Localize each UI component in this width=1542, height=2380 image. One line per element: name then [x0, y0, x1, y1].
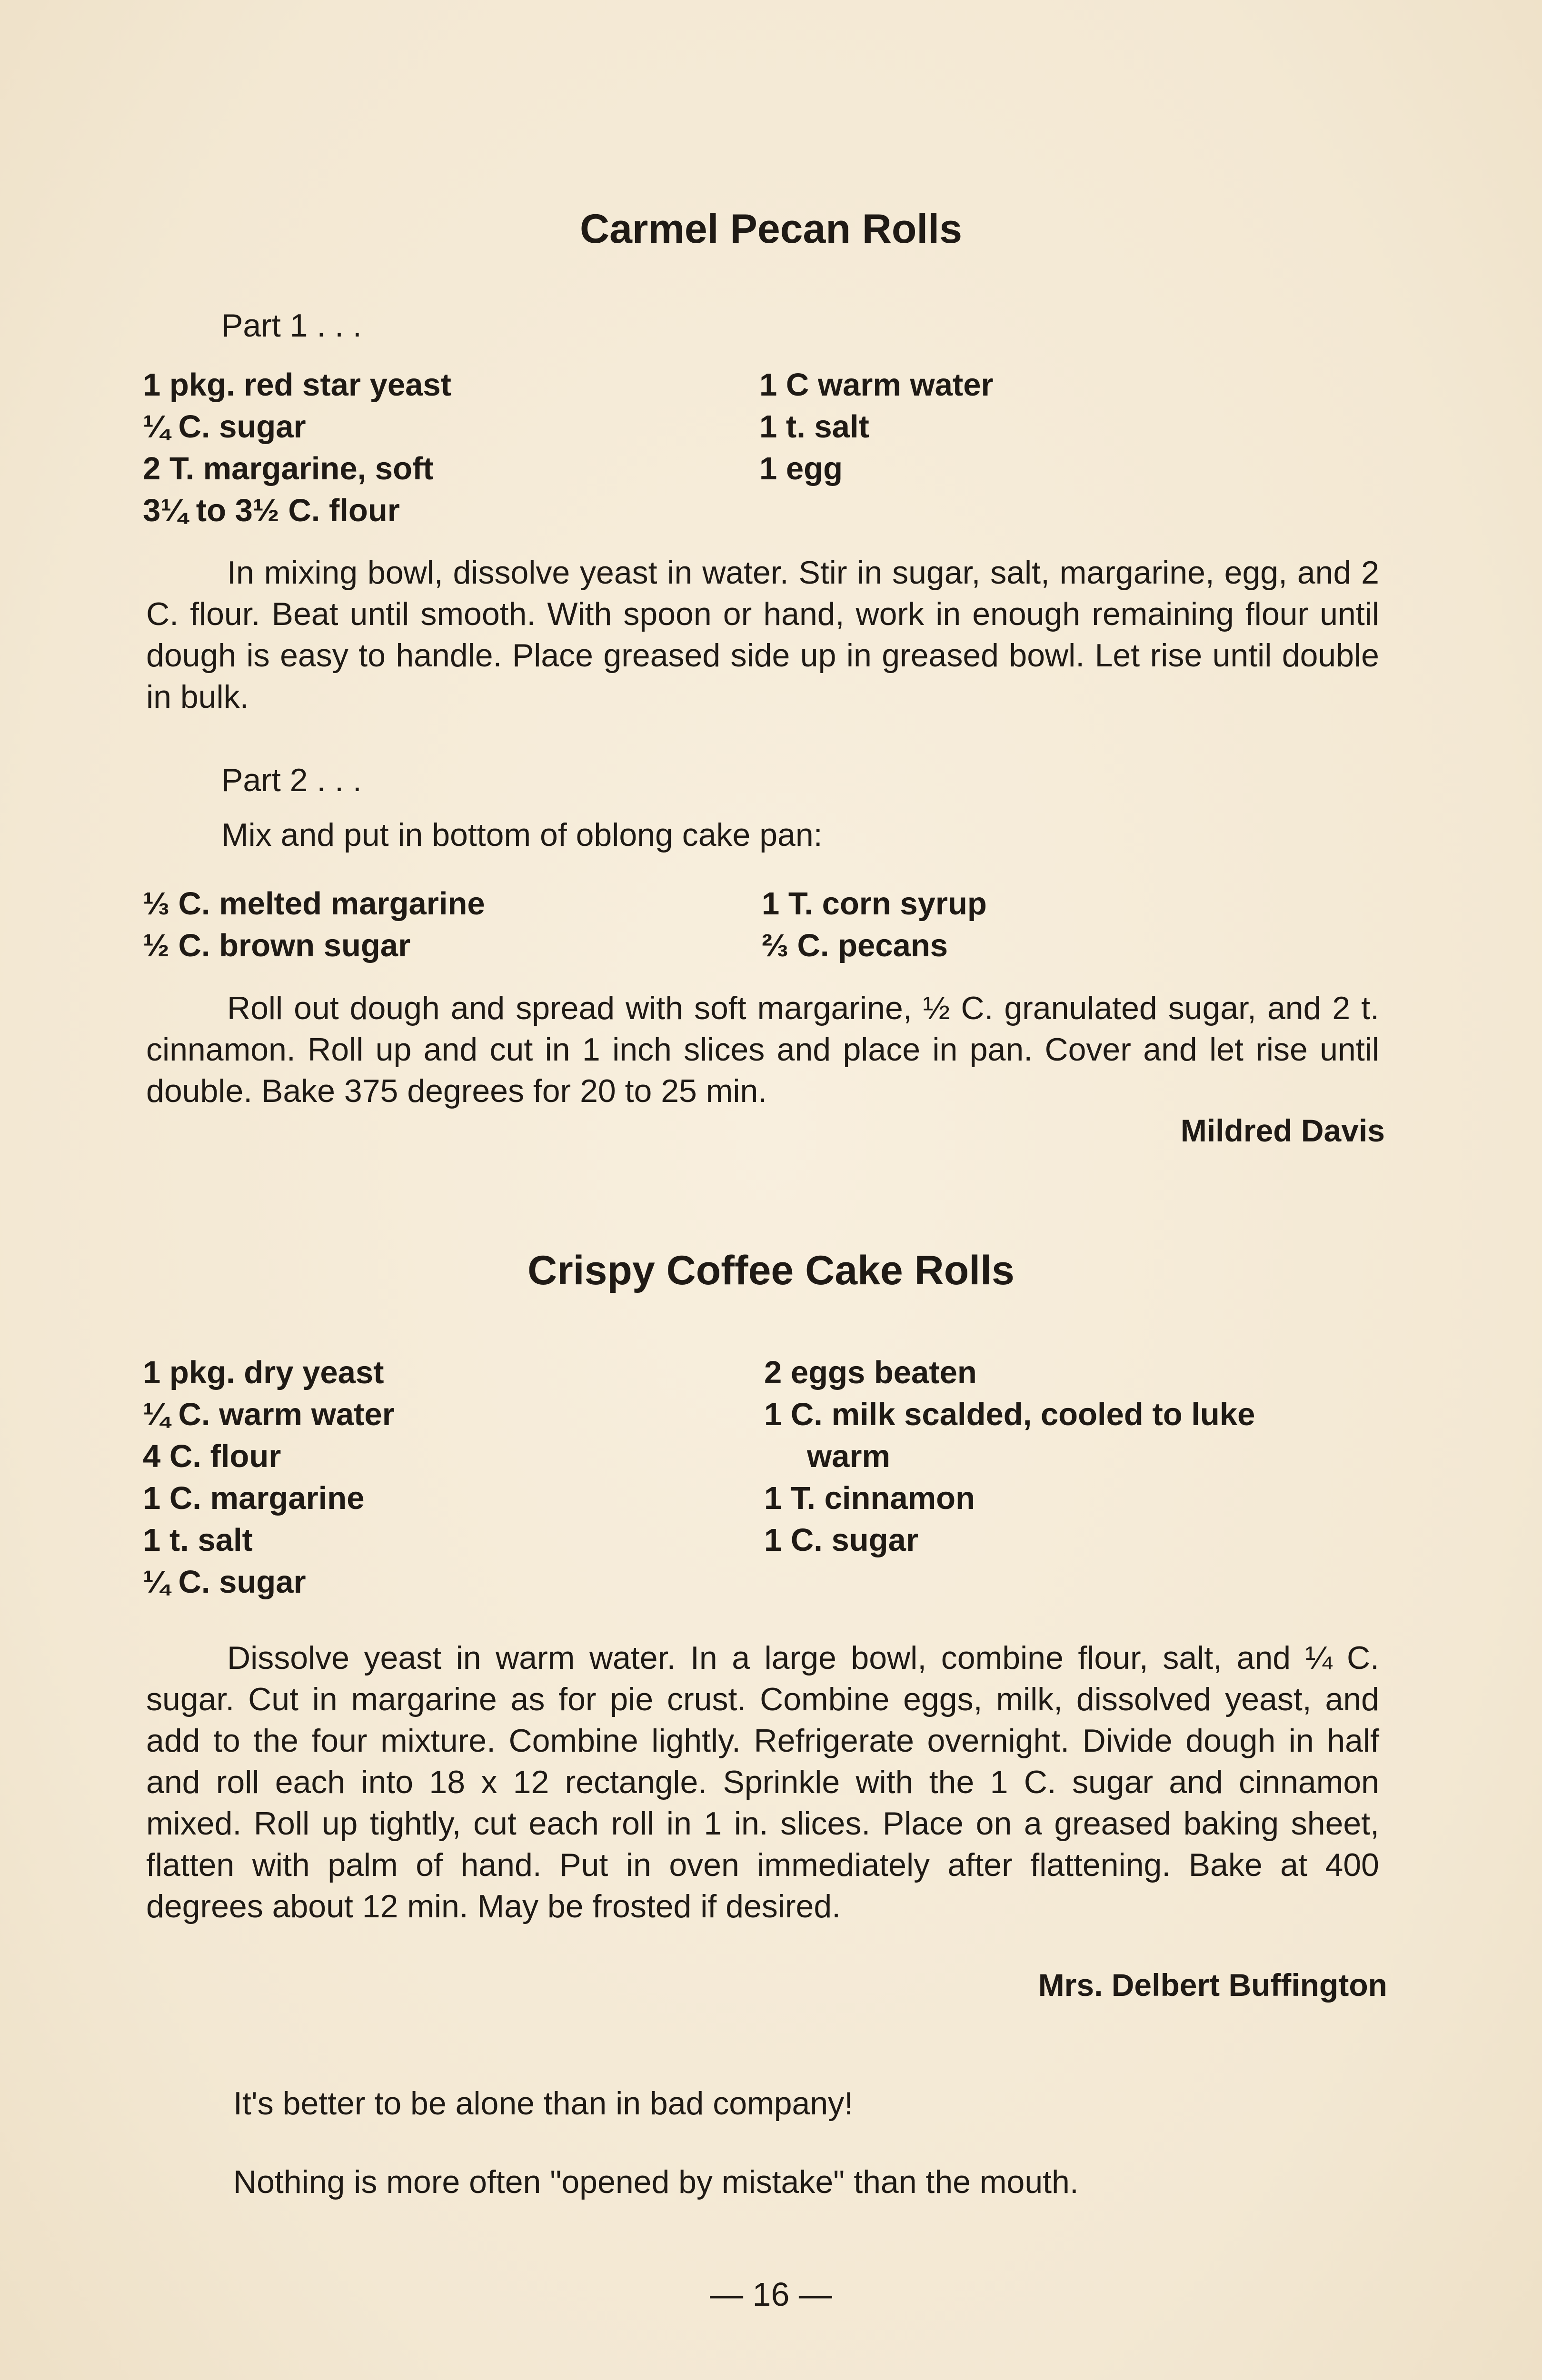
quote: Nothing is more often "opened by mistake" than the mouth. [233, 2164, 1079, 2200]
ingredient: 1 T. cinnamon [764, 1480, 975, 1516]
part1-label: Part 1 . . . [221, 307, 362, 344]
ingredient: ⅔ C. pecans [762, 928, 948, 963]
ingredient: ⅓ C. melted margarine [143, 886, 485, 922]
ingredient: 1 C. sugar [764, 1522, 918, 1558]
recipe-title-crispy-coffee-cake-rolls: Crispy Coffee Cake Rolls [527, 1248, 1015, 1293]
ingredient: ¼ C. sugar [143, 1564, 306, 1600]
ingredient: 1 T. corn syrup [762, 886, 987, 922]
ingredient: 1 C warm water [759, 367, 994, 403]
ingredient: 1 pkg. dry yeast [143, 1355, 384, 1390]
ingredient: 1 pkg. red star yeast [143, 367, 451, 403]
quote: It's better to be alone than in bad company! [233, 2085, 854, 2122]
part2-label: Part 2 . . . [221, 762, 362, 798]
part2-directions: Roll out dough and spread with soft margarine, ½ C. granulated sugar, and 2 t. cinnamon. Roll up and cut in 1 inch slices and place in pan. Cover and let rise until double. Bake 375 degrees for 20 to 25 min. [146, 990, 1379, 1109]
recipe-author: Mrs. Delbert Buffington [1038, 1967, 1387, 2003]
ingredient: 1 egg [759, 451, 843, 486]
ingredient: ½ C. brown sugar [143, 928, 411, 963]
ingredient: 1 C. margarine [143, 1480, 365, 1516]
ingredient: 4 C. flour [143, 1438, 281, 1474]
part1-ingredients-right [759, 364, 994, 490]
ingredient: 2 T. margarine, soft [143, 451, 434, 486]
ingredient: 2 eggs beaten [764, 1355, 977, 1390]
ingredient: 1 C. milk scalded, cooled to luke [764, 1397, 1255, 1432]
ingredients-right [764, 1352, 1255, 1561]
ingredient: 1 t. salt [759, 409, 869, 445]
part1-ingredients-left [143, 364, 451, 532]
directions: Dissolve yeast in warm water. In a large bowl, combine flour, salt, and ¼ C. sugar. Cut in margarine as for pie crust. Combine eggs, milk, dissolved yeast, and add to the four mixture. Combine lightly. Refrigerate overnight. Divide dough in half and roll each into 18 x 12 rectangle. Sprinkle with the 1 C. sugar and cinnamon mixed. Roll up tightly, cut each roll in 1 in. slices. Place on a greased baking sheet, flatten with palm of hand. Put in oven immediately after flattening. Bake at 400 degrees about 12 min. May be frosted if desired. [146, 1640, 1379, 1924]
part1-directions: In mixing bowl, dissolve yeast in water. Stir in sugar, salt, margarine, egg, and 2 C. flour. Beat until smooth. With spoon or hand, work in enough remaining flour until dough is easy to handle. Place greased side up in greased bowl. Let rise until double in bulk. [146, 555, 1379, 715]
page-number: — 16 — [710, 2276, 832, 2313]
ingredient: 1 t. salt [143, 1522, 253, 1558]
ingredient-continuation-text: warm [807, 1438, 891, 1474]
ingredient: ¼ C. warm water [143, 1397, 395, 1432]
ingredient: ¼ C. sugar [143, 409, 306, 445]
part2-ingredients-left [143, 883, 485, 967]
recipe-author: Mildred Davis [1180, 1113, 1385, 1148]
recipe-title-carmel-pecan-rolls: Carmel Pecan Rolls [579, 206, 963, 252]
ingredient: 3¼ to 3½ C. flour [143, 493, 400, 528]
part2-ingredients-right [762, 883, 987, 967]
ingredients-left [143, 1352, 395, 1603]
part2-intro: Mix and put in bottom of oblong cake pan: [221, 817, 823, 853]
ingredient-continuation [764, 1436, 1255, 1478]
